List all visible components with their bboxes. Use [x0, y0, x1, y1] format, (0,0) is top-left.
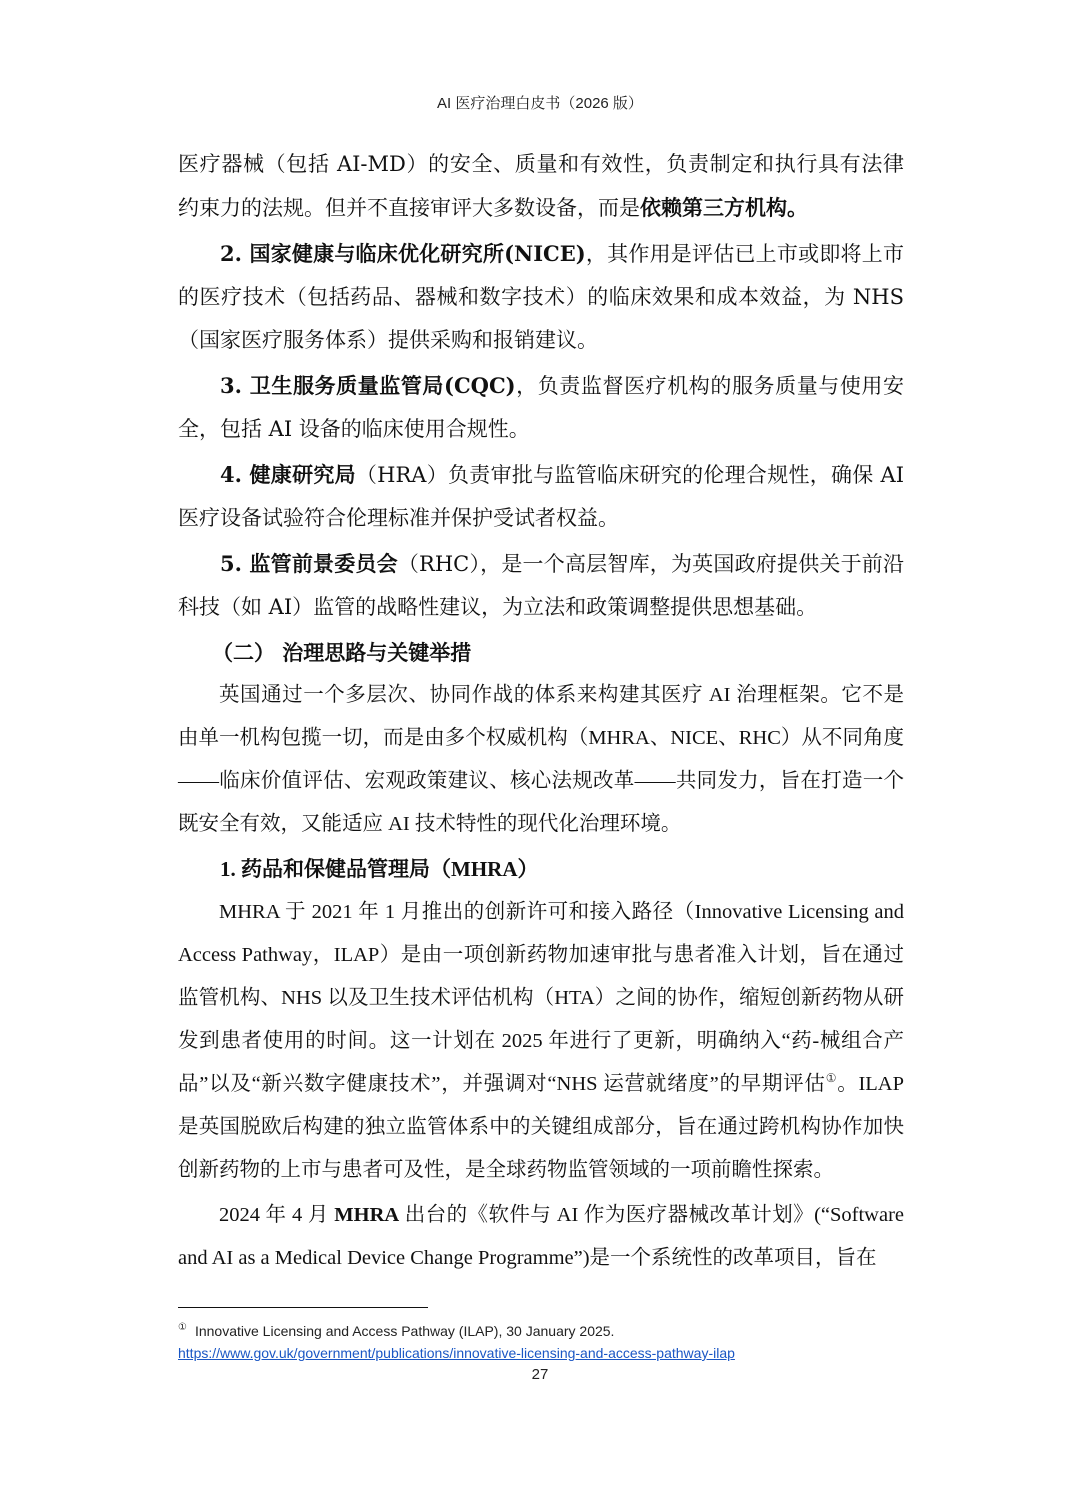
footnote-text: Innovative Licensing and Access Pathway (ILAP), 30 January 2025. [194, 1323, 615, 1339]
paragraph-nice [178, 232, 904, 362]
footnote-marker: ① [178, 1322, 187, 1334]
footnote-link[interactable]: https://www.gov.uk/government/publications/innovative-licensing-and-access-pathway-ilap [178, 1345, 735, 1361]
footnote-divider [178, 1307, 428, 1308]
footnote [178, 1320, 938, 1364]
paragraph-text: （HRA）负责审批与监管临床研究的伦理合规性，确保 AI 医疗设备试验符合伦理标准并保护受试者权益。 [178, 463, 904, 530]
paragraph-text: 医疗器械（包括 AI-MD）的安全、质量和有效性，负责制定和执行具有法律约束力的法规。但并不直接审评大多数设备，而是 [178, 152, 904, 220]
paragraph-text: 英国通过一个多层次、协同作战的体系来构建其医疗 AI 治理框架。它不是由单一机构包揽一切，而是由多个权威机构（MHRA、NICE、RHC）从不同角度——临床价值评估、宏观政策建议、核心法规改革——共同发力，旨在打造一个既安全有效，又能适应 AI 技术特性的现代化治理环境。 [178, 684, 904, 835]
page-body [178, 143, 904, 1282]
paragraph-text: 2024 年 4 月 [219, 1204, 335, 1226]
paragraph-ilap [178, 891, 904, 1192]
paragraph-text: MHRA 于 2021 年 1 月推出的创新许可和接入路径（Innovative Licensing and Access Pathway，ILAP）是由一项创新药物加速审批与患者准入计划，旨在通过监管机构、NHS 以及卫生技术评估机构（HTA）之间的协作，缩短创新药物从研发到患者使用的时间。这一计划在 2025 年进行了更新，明确纳入“药-械组合产品”以及“新兴数字健康技术”，并强调对“NHS 运营就绪度”的早期评估 [178, 901, 904, 1095]
paragraph-text: ，负责监督医疗机构的服务质量与使用安全，包括 AI 设备的临床使用合规性。 [178, 374, 905, 441]
paragraph-rhc [178, 542, 904, 629]
paragraph-text: （RHC），是一个高层智库，为英国政府提供关于前沿科技（如 AI）监管的战略性建议，为立法和政策调整提供思想基础。 [178, 552, 904, 619]
paragraph-text: ，其作用是评估已上市或即将上市的医疗技术（包括药品、器械和数字技术）的临床效果和成本效益，为 NHS（国家医疗服务体系）提供采购和报销建议。 [178, 242, 904, 352]
paragraph-cqc [178, 364, 904, 451]
section-heading: （二） 治理思路与关键举措 [212, 640, 472, 665]
paragraph-mhra-role [178, 143, 904, 230]
list-item-heading: 2. 国家健康与临床优化研究所(NICE) [220, 241, 586, 266]
subsection-heading: 1. 药品和保健品管理局（MHRA） [220, 857, 539, 881]
paragraph-emphasis: 依赖第三方机构。 [640, 195, 808, 220]
list-item-heading: 4. 健康研究局 [220, 462, 356, 487]
paragraph-framework [178, 674, 904, 846]
paragraph-emphasis: MHRA [334, 1204, 400, 1226]
list-item-heading: 3. 卫生服务质量监管局(CQC) [220, 373, 516, 398]
paragraph-hra [178, 453, 904, 540]
running-header: AI 医疗治理白皮书（2026 版） [437, 95, 643, 112]
paragraph-text: 出台的《软件与 AI 作为医疗器械改革计划》(“Software and AI as a Medical Device Change Programme”)是一个系统性的改革项目，旨在 [178, 1204, 905, 1269]
paragraph-samd [178, 1194, 904, 1280]
paragraph-text: 。ILAP 是英国脱欧后构建的独立监管体系中的关键组成部分，旨在通过跨机构协作加快创新药物的上市与患者可及性，是全球药物监管领域的一项前瞻性探索。 [178, 1073, 905, 1181]
footnote-reference[interactable]: ① [825, 1071, 838, 1086]
list-item-heading: 5. 监管前景委员会 [220, 551, 398, 576]
footnote-text-line [178, 1320, 938, 1342]
page-number: 27 [531, 1366, 549, 1383]
